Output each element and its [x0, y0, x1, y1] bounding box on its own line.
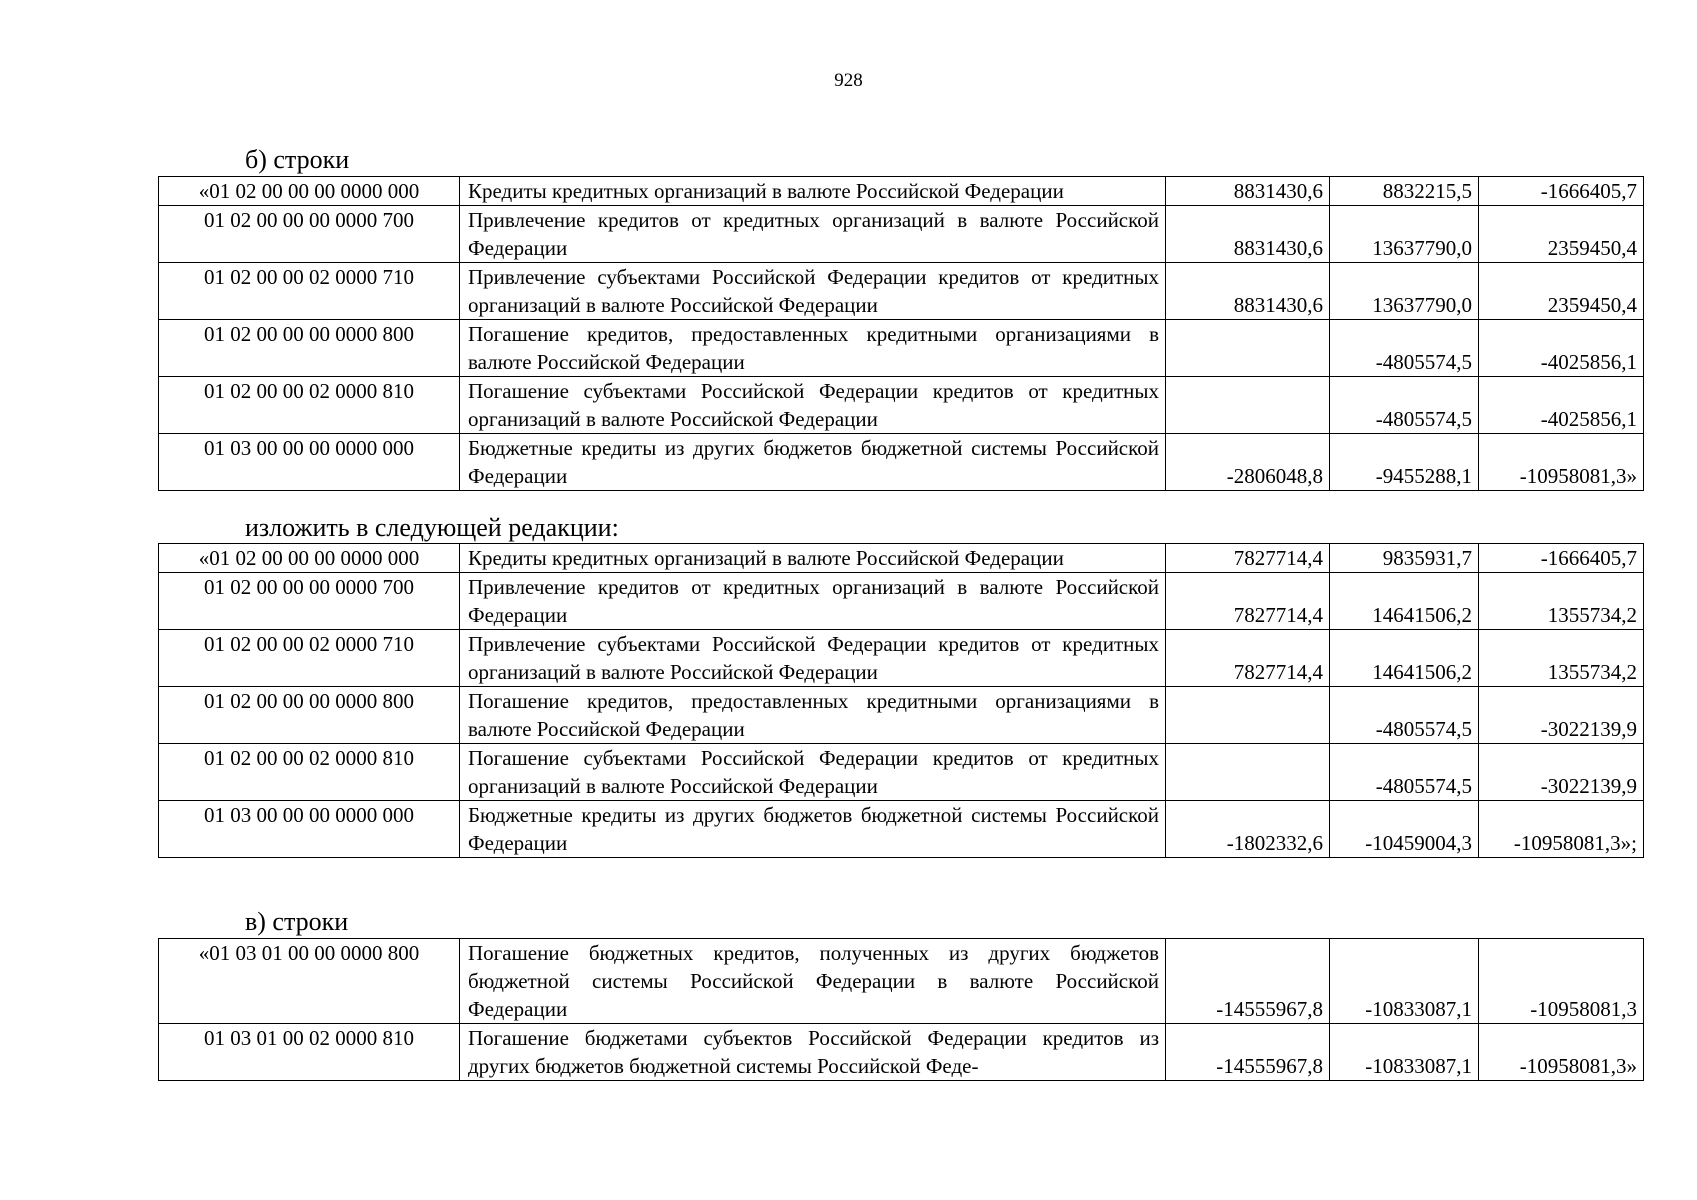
amount-cell: 7827714,4	[1166, 573, 1330, 630]
table-row	[159, 263, 1644, 320]
budget-code-cell: «01 02 00 00 00 0000 000	[159, 544, 460, 573]
table-row	[159, 939, 1644, 1024]
amount-cell: 8831430,6	[1166, 263, 1330, 320]
amount-cell: -1666405,7	[1479, 177, 1644, 206]
amount-cell: -10833087,1	[1330, 1024, 1479, 1081]
budget-code-cell: «01 02 00 00 00 0000 000	[159, 177, 460, 206]
budget-code-cell: 01 02 00 00 00 0000 800	[159, 320, 460, 377]
table-row	[159, 177, 1644, 206]
budget-code-cell: 01 02 00 00 02 0000 710	[159, 630, 460, 687]
amount-cell: 7827714,4	[1166, 630, 1330, 687]
amount-cell: 1355734,2	[1479, 630, 1644, 687]
source-name-cell: Бюджетные кредиты из других бюджетов бюджетной системы Российской Федерации	[460, 801, 1166, 858]
table-row	[159, 1024, 1644, 1081]
amount-cell: -10459004,3	[1330, 801, 1479, 858]
source-name-cell: Погашение субъектами Российской Федерации кредитов от кредитных организаций в валюте Российской Федерации	[460, 377, 1166, 434]
replace-heading: изложить в следующей редакции:	[245, 513, 619, 542]
table-row	[159, 377, 1644, 434]
amount-cell: 13637790,0	[1330, 206, 1479, 263]
amount-cell: -4025856,1	[1479, 320, 1644, 377]
amount-cell: -3022139,9	[1479, 687, 1644, 744]
amount-cell: 2359450,4	[1479, 206, 1644, 263]
amount-cell: -1666405,7	[1479, 544, 1644, 573]
old-rows-body	[159, 177, 1644, 491]
source-name-cell: Погашение субъектами Российской Федерации кредитов от кредитных организаций в валюте Российской Федерации	[460, 744, 1166, 801]
amount-cell	[1166, 687, 1330, 744]
amount-cell: 8831430,6	[1166, 206, 1330, 263]
table-row	[159, 801, 1644, 858]
source-name-cell: Погашение кредитов, предоставленных кредитными организациями в валюте Российской Федерации	[460, 320, 1166, 377]
page-number: 928	[834, 70, 863, 91]
table-row	[159, 320, 1644, 377]
amount-cell: -10958081,3»	[1479, 434, 1644, 491]
budget-code-cell: «01 03 01 00 00 0000 800	[159, 939, 460, 1024]
source-name-cell: Кредиты кредитных организаций в валюте Российской Федерации	[460, 177, 1166, 206]
amount-cell: -4805574,5	[1330, 320, 1479, 377]
source-name-cell: Привлечение кредитов от кредитных организаций в валюте Российской Федерации	[460, 206, 1166, 263]
source-name-cell: Кредиты кредитных организаций в валюте Российской Федерации	[460, 544, 1166, 573]
amount-cell: -4805574,5	[1330, 377, 1479, 434]
amount-cell: 7827714,4	[1166, 544, 1330, 573]
amount-cell: 8832215,5	[1330, 177, 1479, 206]
section-c-rows-body	[159, 939, 1644, 1081]
amount-cell: -4805574,5	[1330, 744, 1479, 801]
source-name-cell: Погашение кредитов, предоставленных кредитными организациями в валюте Российской Федерации	[460, 687, 1166, 744]
amount-cell: -10958081,3	[1479, 939, 1644, 1024]
amount-cell: 14641506,2	[1330, 630, 1479, 687]
table-row	[159, 744, 1644, 801]
source-name-cell: Привлечение субъектами Российской Федерации кредитов от кредитных организаций в валюте Российской Федерации	[460, 263, 1166, 320]
amount-cell: -1802332,6	[1166, 801, 1330, 858]
amount-cell: -14555967,8	[1166, 939, 1330, 1024]
section-c-heading: в) строки	[245, 907, 349, 936]
amount-cell: -14555967,8	[1166, 1024, 1330, 1081]
budget-code-cell: 01 03 01 00 02 0000 810	[159, 1024, 460, 1081]
budget-code-cell: 01 03 00 00 00 0000 000	[159, 434, 460, 491]
source-name-cell: Бюджетные кредиты из других бюджетов бюджетной системы Российской Федерации	[460, 434, 1166, 491]
budget-code-cell: 01 02 00 00 02 0000 810	[159, 744, 460, 801]
budget-code-cell: 01 02 00 00 00 0000 700	[159, 206, 460, 263]
amount-cell: 8831430,6	[1166, 177, 1330, 206]
source-name-cell: Погашение бюджетами субъектов Российской Федерации кредитов из других бюджетов бюджетной системы Российской Феде-	[460, 1024, 1166, 1081]
section-c-table	[158, 938, 1644, 1081]
amount-cell: -4025856,1	[1479, 377, 1644, 434]
new-rows-table	[158, 543, 1644, 858]
table-row	[159, 573, 1644, 630]
amount-cell: 2359450,4	[1479, 263, 1644, 320]
amount-cell: -10833087,1	[1330, 939, 1479, 1024]
amount-cell: 13637790,0	[1330, 263, 1479, 320]
amount-cell: 14641506,2	[1330, 573, 1479, 630]
amount-cell: -10958081,3»	[1479, 1024, 1644, 1081]
budget-code-cell: 01 02 00 00 02 0000 810	[159, 377, 460, 434]
table-row	[159, 630, 1644, 687]
amount-cell	[1166, 744, 1330, 801]
budget-code-cell: 01 02 00 00 00 0000 700	[159, 573, 460, 630]
budget-code-cell: 01 02 00 00 00 0000 800	[159, 687, 460, 744]
amount-cell: 1355734,2	[1479, 573, 1644, 630]
table-row	[159, 687, 1644, 744]
amount-cell	[1166, 320, 1330, 377]
amount-cell: -4805574,5	[1330, 687, 1479, 744]
amount-cell: -10958081,3»;	[1479, 801, 1644, 858]
section-b-heading: б) строки	[245, 145, 350, 174]
budget-code-cell: 01 03 00 00 00 0000 000	[159, 801, 460, 858]
amount-cell: -9455288,1	[1330, 434, 1479, 491]
table-row	[159, 434, 1644, 491]
amount-cell: -2806048,8	[1166, 434, 1330, 491]
table-row	[159, 544, 1644, 573]
new-rows-body	[159, 544, 1644, 858]
budget-code-cell: 01 02 00 00 02 0000 710	[159, 263, 460, 320]
source-name-cell: Привлечение субъектами Российской Федерации кредитов от кредитных организаций в валюте Российской Федерации	[460, 630, 1166, 687]
old-rows-table	[158, 176, 1644, 491]
amount-cell: -3022139,9	[1479, 744, 1644, 801]
amount-cell: 9835931,7	[1330, 544, 1479, 573]
amount-cell	[1166, 377, 1330, 434]
table-row	[159, 206, 1644, 263]
source-name-cell: Привлечение кредитов от кредитных организаций в валюте Российской Федерации	[460, 573, 1166, 630]
source-name-cell: Погашение бюджетных кредитов, полученных из других бюджетов бюджетной системы Российской Федерации в валюте Российской Федерации	[460, 939, 1166, 1024]
